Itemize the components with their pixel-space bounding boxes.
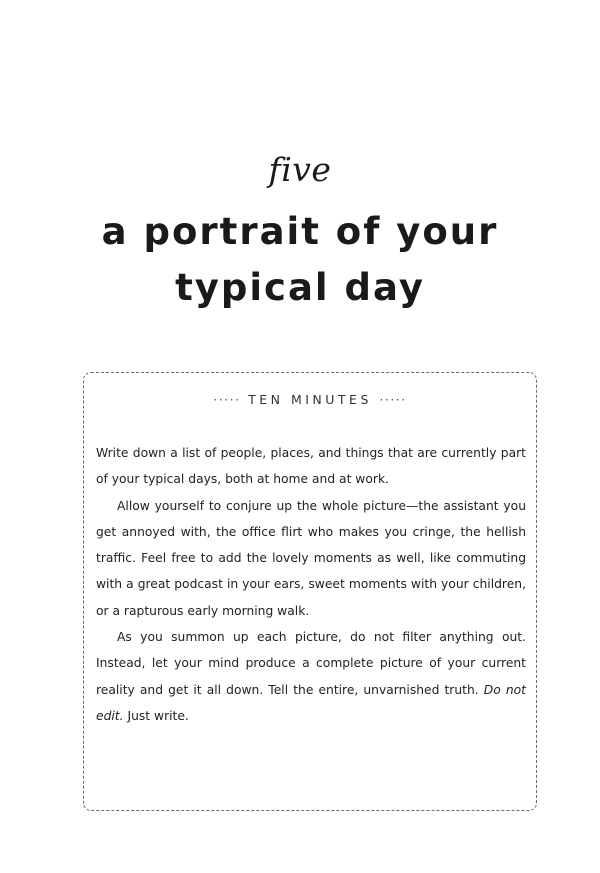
chapter-number: five <box>268 150 332 189</box>
instruction-emphasis: Do not edit. <box>96 682 526 723</box>
exercise-duration-label: TEN MINUTES <box>248 392 372 407</box>
instruction-paragraph-3-text: As you summon up each picture, do not filter anything out. Instead, let your mind produce a complete picture of your current reality and get it all down. Tell the entire, unvarnished truth. <box>96 630 526 697</box>
chapter-title-line-1: a portrait of your <box>101 210 499 253</box>
instruction-paragraph-2: Allow yourself to conjure up the whole picture—the assistant you get annoyed with, the office flirt who makes you cringe, the hellish traffic. Feel free to add the lovely moments as well, like commuting with a great podcast in your ears, sweet moments with your children, or a rapturous early morning walk. <box>96 498 526 618</box>
chapter-title <box>0 204 600 316</box>
chapter-title-line-2: typical day <box>175 266 425 309</box>
exercise-label <box>84 392 536 407</box>
instruction-paragraph-1: Write down a list of people, places, and things that are currently part of your typical days, both at home and at work. <box>96 446 526 487</box>
decorative-dots-right: ····· <box>379 392 407 407</box>
exercise-box <box>83 372 537 811</box>
exercise-instructions <box>96 440 526 729</box>
instruction-paragraph-3-ending: Just write. <box>127 708 189 723</box>
decorative-dots-left: ····· <box>213 392 241 407</box>
instruction-paragraph-3 <box>96 624 526 729</box>
